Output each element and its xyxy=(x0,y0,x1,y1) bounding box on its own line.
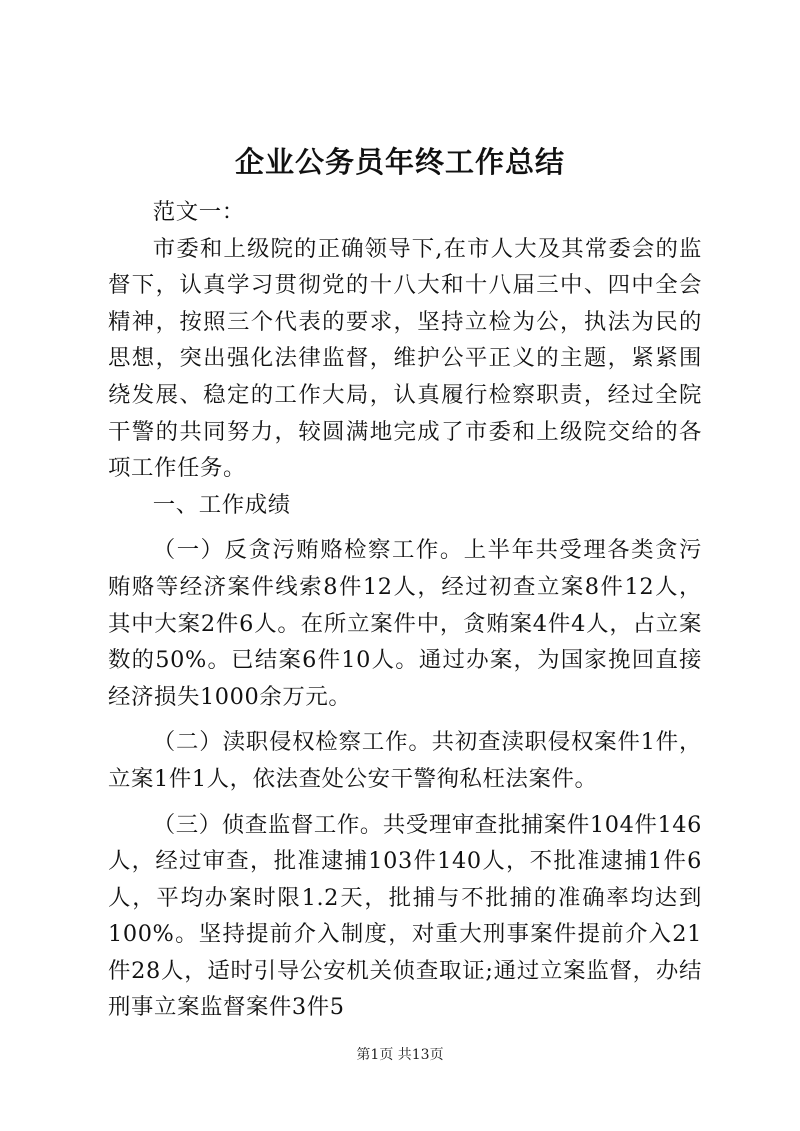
paragraph-intro: 市委和上级院的正确领导下,在市人大及其常委会的监督下，认真学习贯彻党的十八大和十八届三中、四中全会精神，按照三个代表的要求，坚持立检为公，执法为民的思想，突出强化法律监督，维护公平正义的主题，紧紧围绕发展、稳定的工作大局，认真履行检察职责，经过全院干警的共同努力，较圆满地完成了市委和上级院交给的各项工作任务。 xyxy=(108,235,702,482)
page-footer: 第1页 共13页 xyxy=(356,1047,444,1063)
section-heading: 一、工作成绩 xyxy=(152,491,291,518)
paragraph-item-2: （二）渎职侵权检察工作。共初查渎职侵权案件1件，立案1件1人，依法查处公安干警徇私枉法案件。 xyxy=(108,729,702,792)
document-title: 企业公务员年终工作总结 xyxy=(234,145,565,179)
document-body xyxy=(108,194,702,1026)
paragraph-item-3: （三）侦查监督工作。共受理审查批捕案件104件146人，经过审查，批准逮捕103件140人，不批准逮捕1件6人，平均办案时限1.2天，批捕与不批捕的准确率均达到100%。坚持提前介入制度，对重大刑事案件提前介入21件28人，适时引导公安机关侦查取证;通过立案监督，办结刑事立案监督案件3件5 xyxy=(108,811,702,1021)
paragraph-item-1: （一）反贪污贿赂检察工作。上半年共受理各类贪污贿赂等经济案件线索8件12人，经过初查立案8件12人，其中大案2件6人。在所立案件中，贪贿案4件4人，占立案数的50%。已结案6件10人。通过办案，为国家挽回直接经济损失1000余万元。 xyxy=(108,537,702,710)
paragraph-label: 范文一： xyxy=(152,199,245,225)
